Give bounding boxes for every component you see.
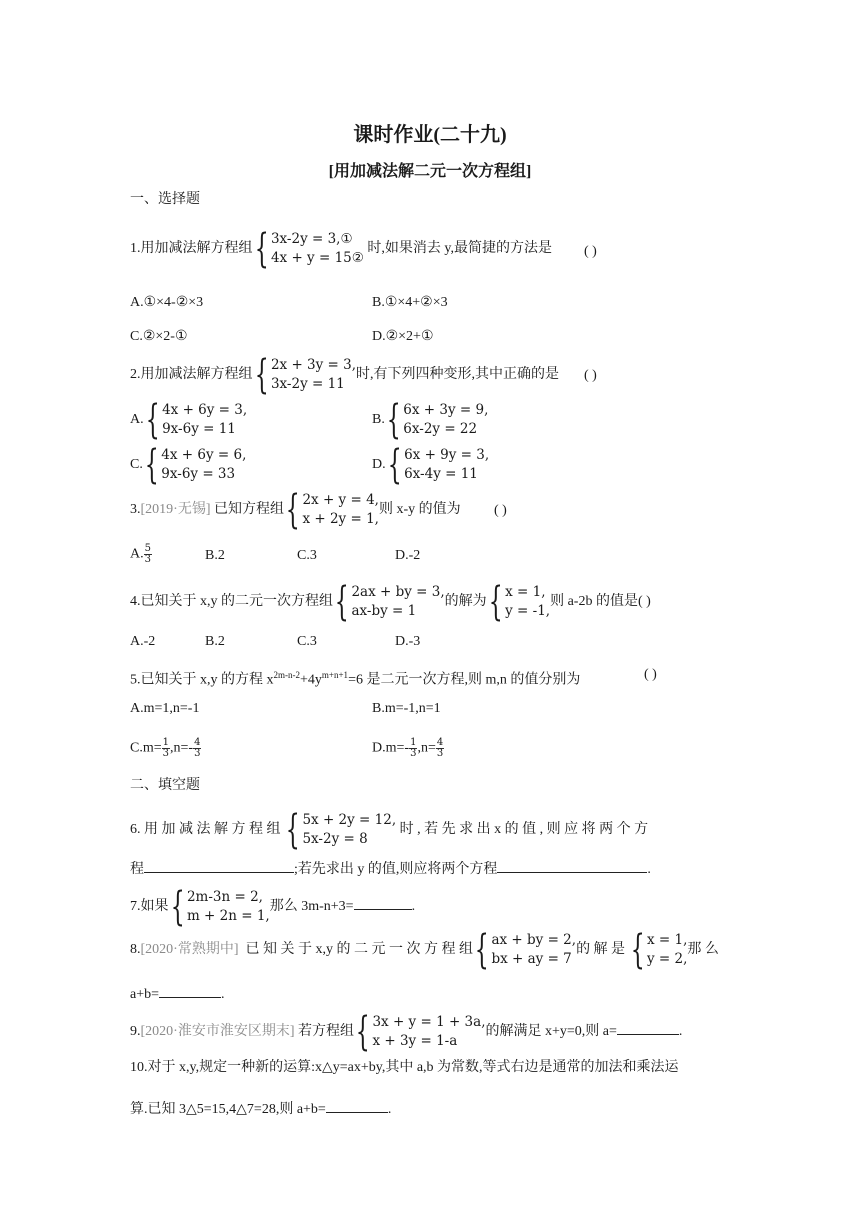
exponent: m+n+1 bbox=[321, 670, 349, 680]
equation-system: { 2m-3n = 2, m + 2n = 1, bbox=[170, 884, 270, 930]
option-b bbox=[372, 397, 489, 443]
question-10: 10.对于 x,y,规定一种新的运算:x△y=ax+by,其中 a,b 为常数,等式右边是通常的加法和乘法运 bbox=[130, 1060, 679, 1075]
equation-system: { 6x + 9y = 3, 6x-4y = 11 bbox=[387, 442, 490, 488]
fraction: $\frac{5}{3}$ bbox=[144, 543, 151, 565]
equation: 4x + y = 15② bbox=[270, 250, 364, 266]
option-a: A.m=1,n=-1 bbox=[130, 701, 200, 716]
equation: y = 2, bbox=[647, 951, 688, 967]
option-c: C.3 bbox=[297, 548, 317, 563]
question-3-stem-end: 则 x-y 的值为 bbox=[378, 502, 461, 518]
question-4 bbox=[130, 579, 651, 625]
equation: ax + by = 2, bbox=[491, 932, 577, 948]
question-4-stem-mid: 的解为 bbox=[444, 594, 487, 610]
answer-blank[interactable] bbox=[497, 856, 647, 873]
equation: 6x-4y = 11 bbox=[404, 466, 478, 482]
option-c: C.②×2-① bbox=[130, 329, 188, 344]
question-1 bbox=[130, 226, 552, 272]
option-a bbox=[130, 397, 248, 443]
question-7-stem: 7.如果 bbox=[130, 899, 169, 915]
option-b: B.2 bbox=[205, 634, 225, 649]
question-3 bbox=[130, 487, 461, 533]
answer-paren: ( ) bbox=[644, 667, 657, 682]
question-7: 7.如果 { 2m-3n = 2, m + 2n = 1, 那么 3m-n+3= . bbox=[130, 884, 416, 930]
fraction: $\frac{4}{3}$ bbox=[436, 737, 444, 759]
option-label: C. bbox=[130, 457, 143, 473]
option-a bbox=[130, 544, 152, 565]
question-3-stem: 已知方程组 bbox=[214, 502, 284, 518]
option-b: B.①×4+②×3 bbox=[372, 295, 448, 310]
answer-paren: ( ) bbox=[494, 503, 507, 518]
answer-blank[interactable] bbox=[144, 856, 294, 873]
option-label: B. bbox=[372, 412, 385, 428]
question-9-stem: 若方程组 bbox=[298, 1024, 354, 1040]
equation: 2x + y = 4, bbox=[302, 492, 379, 508]
option-d: D.②×2+① bbox=[372, 329, 434, 344]
question-8-line-2: a+b= . bbox=[130, 981, 225, 1004]
answer-blank[interactable] bbox=[159, 981, 221, 998]
equation-system: { 2x + 3y = 3, 3x-2y = 11 bbox=[254, 352, 357, 398]
question-6 bbox=[130, 807, 730, 853]
equation: x + 2y = 1, bbox=[302, 511, 379, 527]
equation: 4x + 6y = 6, bbox=[161, 447, 247, 463]
equation: 2m-3n = 2, bbox=[186, 889, 263, 905]
option-label: A. bbox=[130, 412, 144, 428]
question-2 bbox=[130, 352, 560, 398]
option-label: D. bbox=[372, 457, 386, 473]
equation: y = -1, bbox=[505, 603, 551, 619]
page-subtitle: [用加减法解二元一次方程组] bbox=[328, 163, 532, 180]
question-9-stem-end: 的解满足 x+y=0,则 a= bbox=[485, 1024, 617, 1040]
question-8: 8.[2020·常熟期中] 已 知 关 于 x,y 的 二 元 一 次 方 程 组 { ax + by = 2, bx + ay = 7 的 解 是 { x = 1, y = 2, 那 么 bbox=[130, 927, 719, 973]
question-4-stem-end: 则 a-2b 的值是( ) bbox=[550, 594, 651, 610]
question-2-stem: 2.用加减法解方程组 bbox=[130, 367, 253, 383]
equation: 5x-2y = 8 bbox=[302, 831, 368, 847]
option-label: A. bbox=[130, 546, 144, 562]
equation: bx + ay = 7 bbox=[491, 951, 572, 967]
equation: 6x + 9y = 3, bbox=[404, 447, 490, 463]
equation-system: { 2x + y = 4, x + 2y = 1, bbox=[285, 487, 379, 533]
equation: m + 2n = 1, bbox=[186, 908, 270, 924]
question-1-stem-end: 时,如果消去 y,最简捷的方法是 bbox=[367, 241, 552, 257]
question-number: 3. bbox=[130, 502, 141, 518]
option-d: D.-2 bbox=[395, 548, 421, 563]
option-a: A.①×4-②×3 bbox=[130, 295, 204, 310]
fraction: $\frac{4}{3}$ bbox=[194, 737, 201, 759]
equation-system: { 6x + 3y = 9, 6x-2y = 22 bbox=[386, 397, 489, 443]
question-source: [2019·无锡] bbox=[140, 502, 211, 518]
solution-system: { x = 1, y = -1, bbox=[488, 579, 551, 625]
equation: x + 3y = 1-a bbox=[372, 1033, 458, 1049]
question-4-stem: 4.已知关于 x,y 的二元一次方程组 bbox=[130, 594, 333, 610]
question-number: 9. bbox=[130, 1024, 141, 1040]
equation-system: { ax + by = 2, bx + ay = 7 bbox=[474, 927, 577, 973]
option-a: A.-2 bbox=[130, 634, 156, 649]
equation-system: { 4x + 6y = 6, 9x-6y = 33 bbox=[144, 442, 247, 488]
answer-blank[interactable] bbox=[617, 1018, 679, 1035]
equation: 2ax + by = 3, bbox=[351, 584, 445, 600]
fraction: $\frac{1}{3}$ bbox=[162, 737, 169, 759]
option-b: B.m=-1,n=1 bbox=[372, 701, 441, 716]
question-10-line-2: 算.已知 3△5=15,4△7=28,则 a+b= . bbox=[130, 1096, 391, 1119]
equation-system: { 5x + 2y = 12, 5x-2y = 8 bbox=[285, 807, 397, 853]
question-2-stem-end: 时,有下列四种变形,其中正确的是 bbox=[356, 367, 560, 383]
option-c: C.m= $\frac{1}{3}$ ,n=- $\frac{4}{3}$ bbox=[130, 737, 201, 759]
equation: 2x + 3y = 3, bbox=[270, 357, 357, 373]
equation: ax-by = 1 bbox=[351, 603, 417, 619]
question-8-stem: 已 知 关 于 x,y 的 二 元 一 次 方 程 组 bbox=[245, 942, 473, 958]
question-7-stem-end: 那么 3m-n+3= bbox=[269, 899, 354, 915]
equation: 4x + 6y = 3, bbox=[162, 402, 248, 418]
equation-system: { 2ax + by = 3, ax-by = 1 bbox=[334, 579, 445, 625]
question-number: 8. bbox=[130, 942, 141, 958]
option-d bbox=[372, 442, 490, 488]
option-d: D.m=- $\frac{1}{3}$ ,n= $\frac{4}{3}$ bbox=[372, 737, 444, 759]
question-source: [2020·淮安市淮安区期末] bbox=[140, 1024, 295, 1040]
question-1-stem: 1.用加减法解方程组 bbox=[130, 241, 253, 257]
fraction: $\frac{1}{3}$ bbox=[410, 737, 417, 759]
equation-system: { 4x + 6y = 3, 9x-6y = 11 bbox=[145, 397, 248, 443]
option-c: C.3 bbox=[297, 634, 317, 649]
equation: 3x-2y = 11 bbox=[270, 376, 345, 392]
page-title: 课时作业(二十九) bbox=[353, 124, 507, 146]
question-6-stem: 6. 用 加 减 法 解 方 程 组 bbox=[130, 822, 281, 838]
exponent: 2m-n-2 bbox=[273, 670, 300, 680]
answer-paren: ( ) bbox=[584, 368, 597, 383]
question-6-stem-end: 时 , 若 先 求 出 x 的 值 , 则 应 将 两 个 方 bbox=[399, 822, 649, 838]
equation: 3x + y = 1 + 3a, bbox=[372, 1014, 486, 1030]
equation-system: { 3x-2y = 3,① 4x + y = 15② bbox=[254, 226, 364, 272]
option-d: D.-3 bbox=[395, 634, 421, 649]
section-heading-fill: 二、填空题 bbox=[130, 778, 200, 793]
equation: x = 1, bbox=[505, 584, 546, 600]
answer-paren: ( ) bbox=[584, 244, 597, 259]
option-c bbox=[130, 442, 247, 488]
equation: 5x + 2y = 12, bbox=[302, 812, 397, 828]
question-source: [2020·常熟期中] bbox=[140, 942, 239, 958]
equation: 9x-6y = 11 bbox=[162, 421, 236, 437]
equation: 9x-6y = 33 bbox=[161, 466, 236, 482]
section-heading-choice: 一、选择题 bbox=[130, 192, 200, 207]
equation-system: { 3x + y = 1 + 3a, x + 3y = 1-a bbox=[355, 1009, 486, 1055]
option-b: B.2 bbox=[205, 548, 225, 563]
question-5-stem: 5.已知关于 x,y 的方程 x bbox=[130, 672, 274, 688]
answer-blank[interactable] bbox=[326, 1096, 388, 1113]
solution-system: { x = 1, y = 2, bbox=[630, 927, 688, 973]
answer-blank[interactable] bbox=[354, 893, 412, 910]
equation: 3x-2y = 3,① bbox=[270, 231, 353, 247]
question-9: 9.[2020·淮安市淮安区期末] 若方程组 { 3x + y = 1 + 3a, x + 3y = 1-a 的解满足 x+y=0,则 a= . bbox=[130, 1009, 683, 1055]
question-5: 5.已知关于 x,y 的方程 $x^{2m-n-2}+4y^{m+n+1}=6$ 是二元一次方程,则 m,n 的值分别为 bbox=[130, 670, 581, 688]
equation: x = 1, bbox=[647, 932, 688, 948]
question-6-line-2: 程 ;若先求出 y 的值,则应将两个方程 . bbox=[130, 856, 651, 879]
equation: 6x + 3y = 9, bbox=[403, 402, 489, 418]
equation: 6x-2y = 22 bbox=[403, 421, 478, 437]
